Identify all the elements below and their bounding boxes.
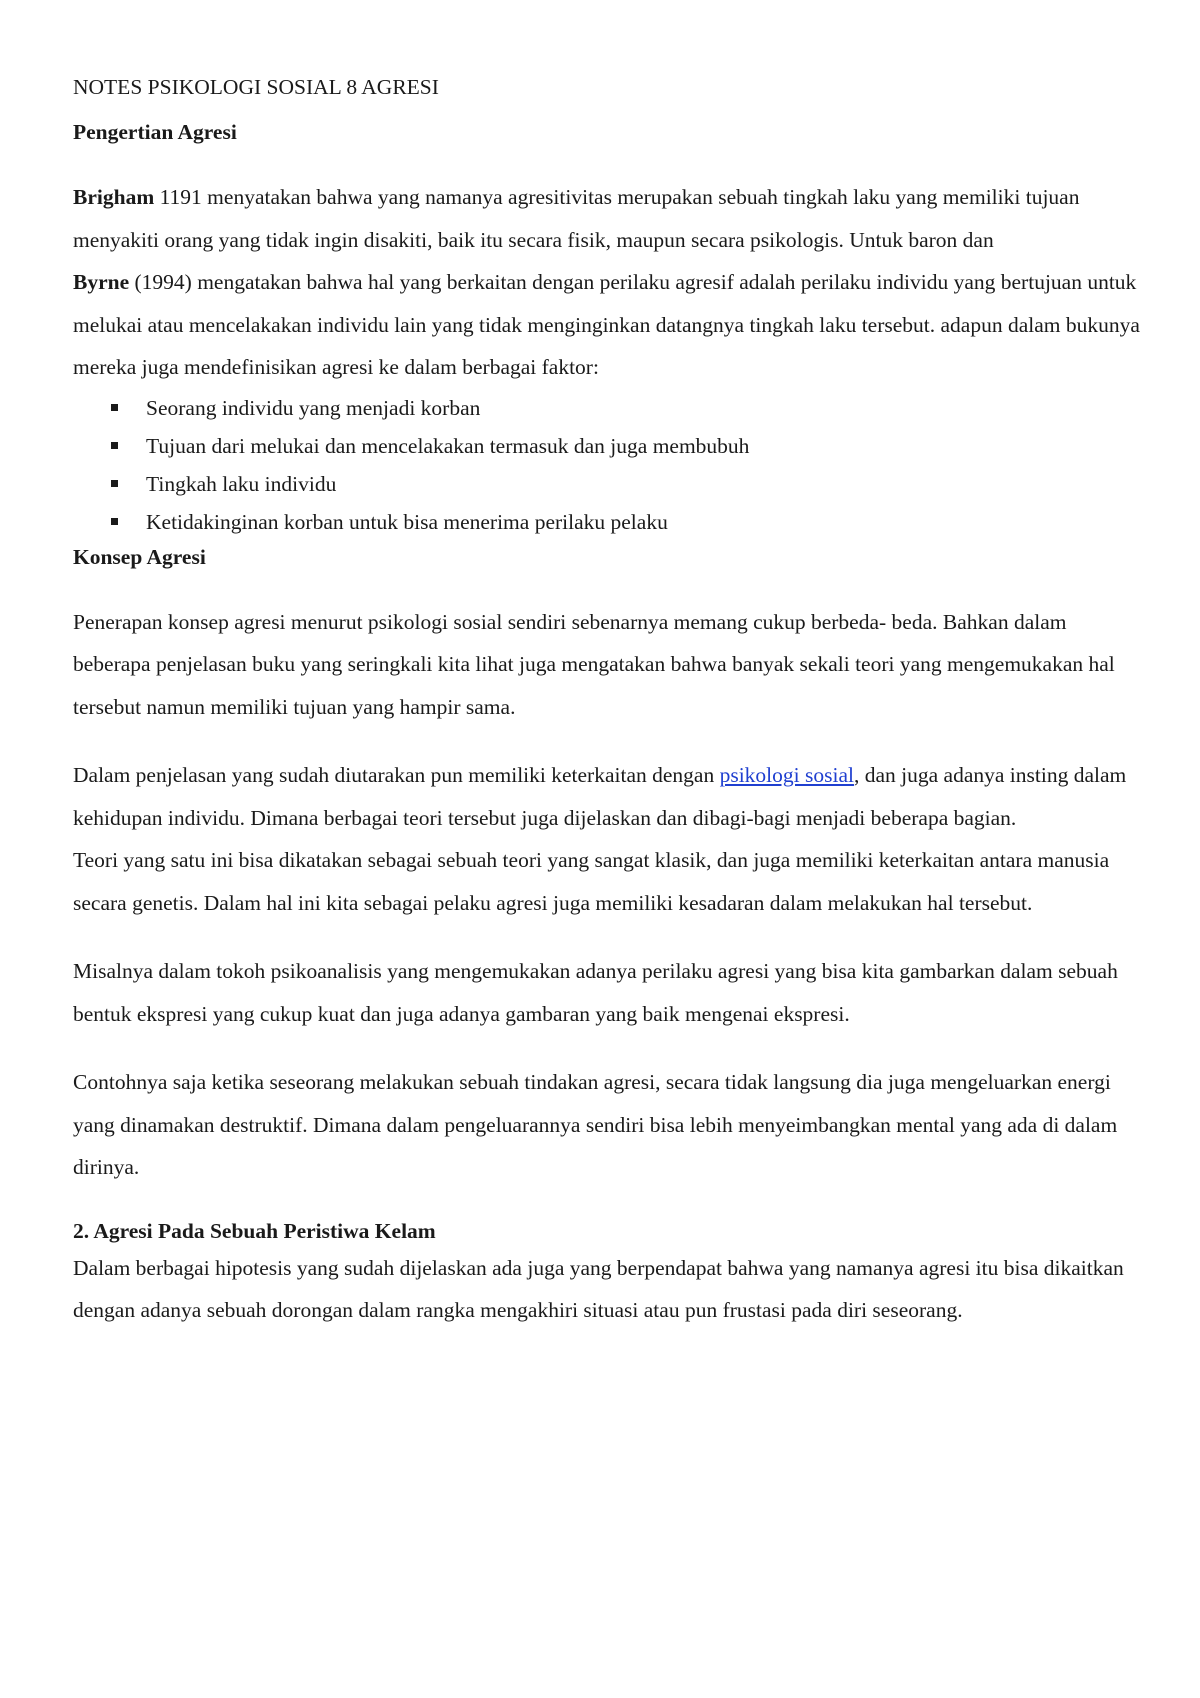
psikologi-sosial-link[interactable]: psikologi sosial xyxy=(719,763,854,787)
list-item-text: Seorang individu yang menjadi korban xyxy=(146,395,481,420)
bullet-icon xyxy=(111,518,118,525)
author-brigham: Brigham xyxy=(73,185,155,209)
document-page xyxy=(73,70,1143,1332)
paragraph-hipotesis: Dalam berbagai hipotesis yang sudah dijelaskan ada juga yang berpendapat bahwa yang namanya agresi itu bisa dikaitkan dengan adanya sebuah dorongan dalam rangka mengakhiri situasi atau pun frustasi pada diri seseorang. xyxy=(73,1255,1124,1322)
section-heading-konsep: Konsep Agresi xyxy=(73,544,206,569)
paragraph-byrne xyxy=(73,261,1143,389)
document-title: NOTES PSIKOLOGI SOSIAL 8 AGRESI xyxy=(73,75,439,99)
bullet-icon xyxy=(111,480,118,487)
list-item-text: Tujuan dari melukai dan mencelakakan termasuk dan juga membubuh xyxy=(146,433,750,458)
paragraph-brigham-text: 1191 menyatakan bahwa yang namanya agresitivitas merupakan sebuah tingkah laku yang memiliki tujuan menyakiti orang yang tidak ingin disakiti, baik itu secara fisik, maupun secara psikologis. Untuk baron dan xyxy=(73,185,1080,252)
list-item-text: Ketidakinginan korban untuk bisa menerima perilaku pelaku xyxy=(146,509,668,534)
paragraph-contohnya: Contohnya saja ketika seseorang melakukan sebuah tindakan agresi, secara tidak langsung dia juga mengeluarkan energi yang dinamakan destruktif. Dimana dalam pengeluarannya sendiri bisa lebih menyeimbangkan mental yang ada di dalam dirinya. xyxy=(73,1070,1118,1179)
list-item xyxy=(73,465,1143,503)
paragraph-misalnya: Misalnya dalam tokoh psikoanalisis yang mengemukakan adanya perilaku agresi yang bisa kita gambarkan dalam sebuah bentuk ekspresi yang cukup kuat dan juga adanya gambaran yang baik mengenai ekspresi. xyxy=(73,959,1118,1026)
section-heading-peristiwa-kelam: 2. Agresi Pada Sebuah Peristiwa Kelam xyxy=(73,1218,436,1243)
list-item xyxy=(73,427,1143,465)
section-heading-pengertian: Pengertian Agresi xyxy=(73,120,237,144)
paragraph-teori: Teori yang satu ini bisa dikatakan sebagai sebuah teori yang sangat klasik, dan juga memiliki keterkaitan antara manusia secara genetis. Dalam hal ini kita sebagai pelaku agresi juga memiliki kesadaran dalam melakukan hal tersebut. xyxy=(73,848,1110,915)
paragraph-brigham xyxy=(73,176,1143,261)
list-item xyxy=(73,503,1143,541)
factor-list xyxy=(73,389,1143,541)
author-byrne: Byrne xyxy=(73,270,130,294)
list-item-text: Tingkah laku individu xyxy=(146,471,337,496)
bullet-icon xyxy=(111,404,118,411)
paragraph-penjelasan-text-after: , dan juga adanya insting dalam kehidupan individu. Dimana berbagai teori tersebut juga dijelaskan dan dibagi-bagi menjadi beberapa bagian. xyxy=(73,763,1127,830)
list-item xyxy=(73,389,1143,427)
paragraph-penerapan: Penerapan konsep agresi menurut psikologi sosial sendiri sebenarnya memang cukup berbeda- beda. Bahkan dalam beberapa penjelasan buku yang seringkali kita lihat juga mengatakan bahwa banyak sekali teori yang mengemukakan hal tersebut namun memiliki tujuan yang hampir sama. xyxy=(73,609,1115,719)
paragraph-byrne-text: (1994) mengatakan bahwa hal yang berkaitan dengan perilaku agresif adalah perilaku individu yang bertujuan untuk melukai atau mencelakakan individu lain yang tidak menginginkan datangnya tingkah laku tersebut. adapun dalam bukunya mereka juga mendefinisikan agresi ke dalam berbagai faktor: xyxy=(73,270,1140,379)
bullet-icon xyxy=(111,442,118,449)
paragraph-penjelasan-text: Dalam penjelasan yang sudah diutarakan pun memiliki keterkaitan dengan xyxy=(73,763,720,787)
paragraph-penjelasan xyxy=(73,754,1143,839)
